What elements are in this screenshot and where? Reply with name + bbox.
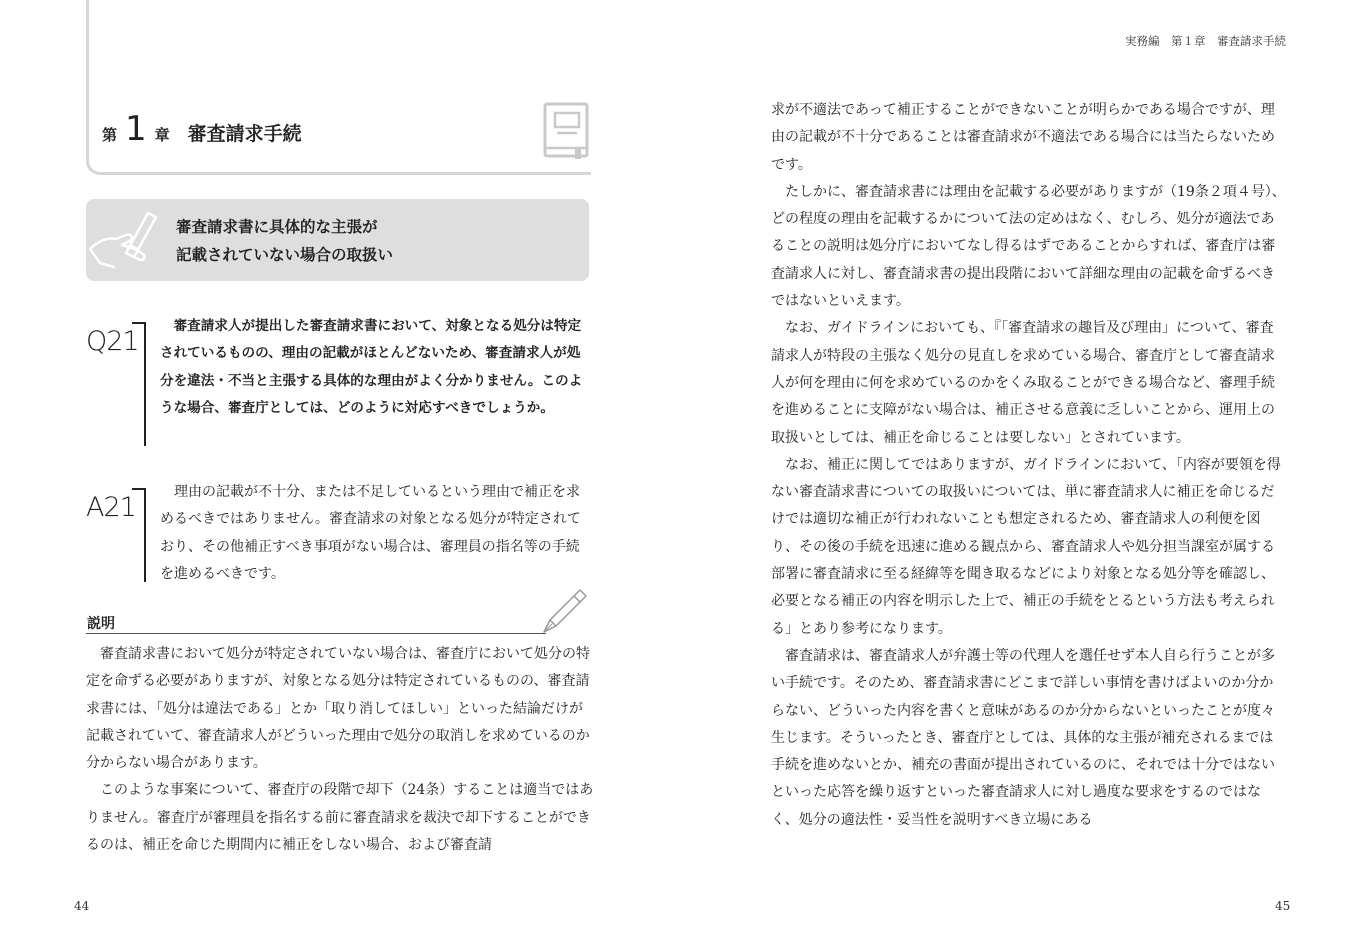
book-icon	[543, 102, 589, 160]
section-title-line-1: 審査請求書に具体的な主張が	[176, 218, 378, 236]
writing-hand-icon	[86, 207, 162, 275]
running-header: 実務編 第１章 審査請求手続	[1125, 34, 1286, 48]
explanation-paragraph-1: 審査請求書において処分が特定されていない場合は、審査庁において処分の特定を命ずる必要がありますが、対象となる処分は特定されているものの、審査請求書には、「処分は違法である」とか「取り消してほしい」といった結論だけが記載されていて、審査請求人がどういった理由で処分の取消しを求めているのか分からない場合があります。	[86, 646, 590, 772]
question-label: Q21	[86, 326, 139, 357]
section-title-line-2: 記載されていない場合の取扱い	[176, 246, 394, 264]
chapter-heading	[102, 109, 302, 149]
right-paragraph-3: なお、ガイドラインにおいても、『「審査請求の趣旨及び理由」について、審査請求人が特段の主張なく処分の見直しを求めている場合、審査庁として審査請求人が何を理由に何を求めているのかをくみ取ることができる場合など、審理手続を進めることに支障がない場合は、補正させる意義に乏しいことから、運用上の取扱いとしては、補正を命じることは要しない」とされています。	[771, 320, 1275, 446]
right-paragraph-2: たしかに、審査請求書には理由を記載する必要がありますが（19条２項４号）、どの程度の理由を記載するかについて法の定めはなく、むしろ、処分が適法であることの説明は処分庁においてなし得るはずであることからすれば、審査庁は審査請求人に対し、審査請求書の提出段階において詳細な理由の記載を命ずるべきではないといえます。	[771, 183, 1286, 310]
fountain-pen-icon	[540, 586, 590, 634]
explanation-underline	[86, 633, 546, 634]
question-paragraph: 審査請求人が提出した審査請求書において、対象となる処分は特定されているものの、理由の記載がほとんどないため、審査請求人が処分を違法・不当と主張する具体的な理由がよく分かりません。このような場合、審査庁としては、どのように対応すべきでしょうか。	[160, 318, 583, 416]
right-paragraph-5: 審査請求は、審査請求人が弁護士等の代理人を選任せず本人自ら行うことが多い手続です。そのため、審査請求書にどこまで詳しい事情を書けばよいのか分からない、どういった内容を書くと意味があるのか分からないといったことが度々生じます。そういったとき、審査庁としては、具体的な主張が補充されるまでは手続を進めないとか、補充の書面が提出されているのに、それでは十分ではないといった応答を繰り返すといった審査請求人に対し過度な要求をするのではなく、処分の適法性・妥当性を説明すべき立場にある	[771, 647, 1275, 828]
chapter-title: 審査請求手続	[187, 123, 302, 145]
chapter-suffix: 章	[154, 126, 170, 144]
answer-text	[160, 479, 592, 588]
chapter-frame	[86, 0, 591, 175]
question-bracket	[144, 322, 146, 446]
page-number-right: 45	[1275, 899, 1291, 913]
page-number-left: 44	[74, 899, 90, 913]
chapter-prefix: 第	[102, 126, 118, 144]
explanation-body	[86, 641, 596, 859]
question-text	[160, 313, 592, 422]
explanation-heading: 説明	[87, 616, 115, 632]
section-title-box	[86, 199, 589, 281]
right-paragraph-4: なお、補正に関してではありますが、ガイドラインにおいて、「内容が要領を得ない審査請求書についての取扱いについては、単に審査請求人に補正を命じるだけでは適切な補正が行われないことも想定されるため、審査請求人の利便を図り、その後の手続を迅速に進める観点から、審査請求人や処分担当課室が属する部署に審査請求に至る経緯等を聞き取るなどにより対象となる処分等を確認し、必要となる補正の内容を明示した上で、補正の手続をとるという方法も考えられる」とあり参考になります。	[771, 456, 1281, 637]
section-title	[176, 213, 393, 269]
chapter-number: 1	[125, 109, 147, 149]
explanation-paragraph-2: このような事案について、審査庁の段階で却下（24条）することは適当ではありません。審査庁が審理員を指名する前に審査請求を裁決で却下することができるのは、補正を命じた期間内に補正をしない場合、および審査請	[86, 782, 594, 854]
answer-label: A21	[86, 492, 136, 523]
answer-bracket	[144, 488, 146, 582]
right-body	[771, 97, 1286, 834]
answer-paragraph: 理由の記載が不十分、または不足しているという理由で補正を求めるべきではありません。審査請求の対象となる処分が特定されており、その他補正すべき事項がない場合は、審理員の指名等の手続を進めるべきです。	[160, 484, 581, 582]
right-paragraph-1: 求が不適法であって補正することができないことが明らかである場合ですが、理由の記載が不十分であることは審査請求が不適法である場合には当たらないためです。	[771, 102, 1275, 173]
right-page	[678, 0, 1356, 945]
